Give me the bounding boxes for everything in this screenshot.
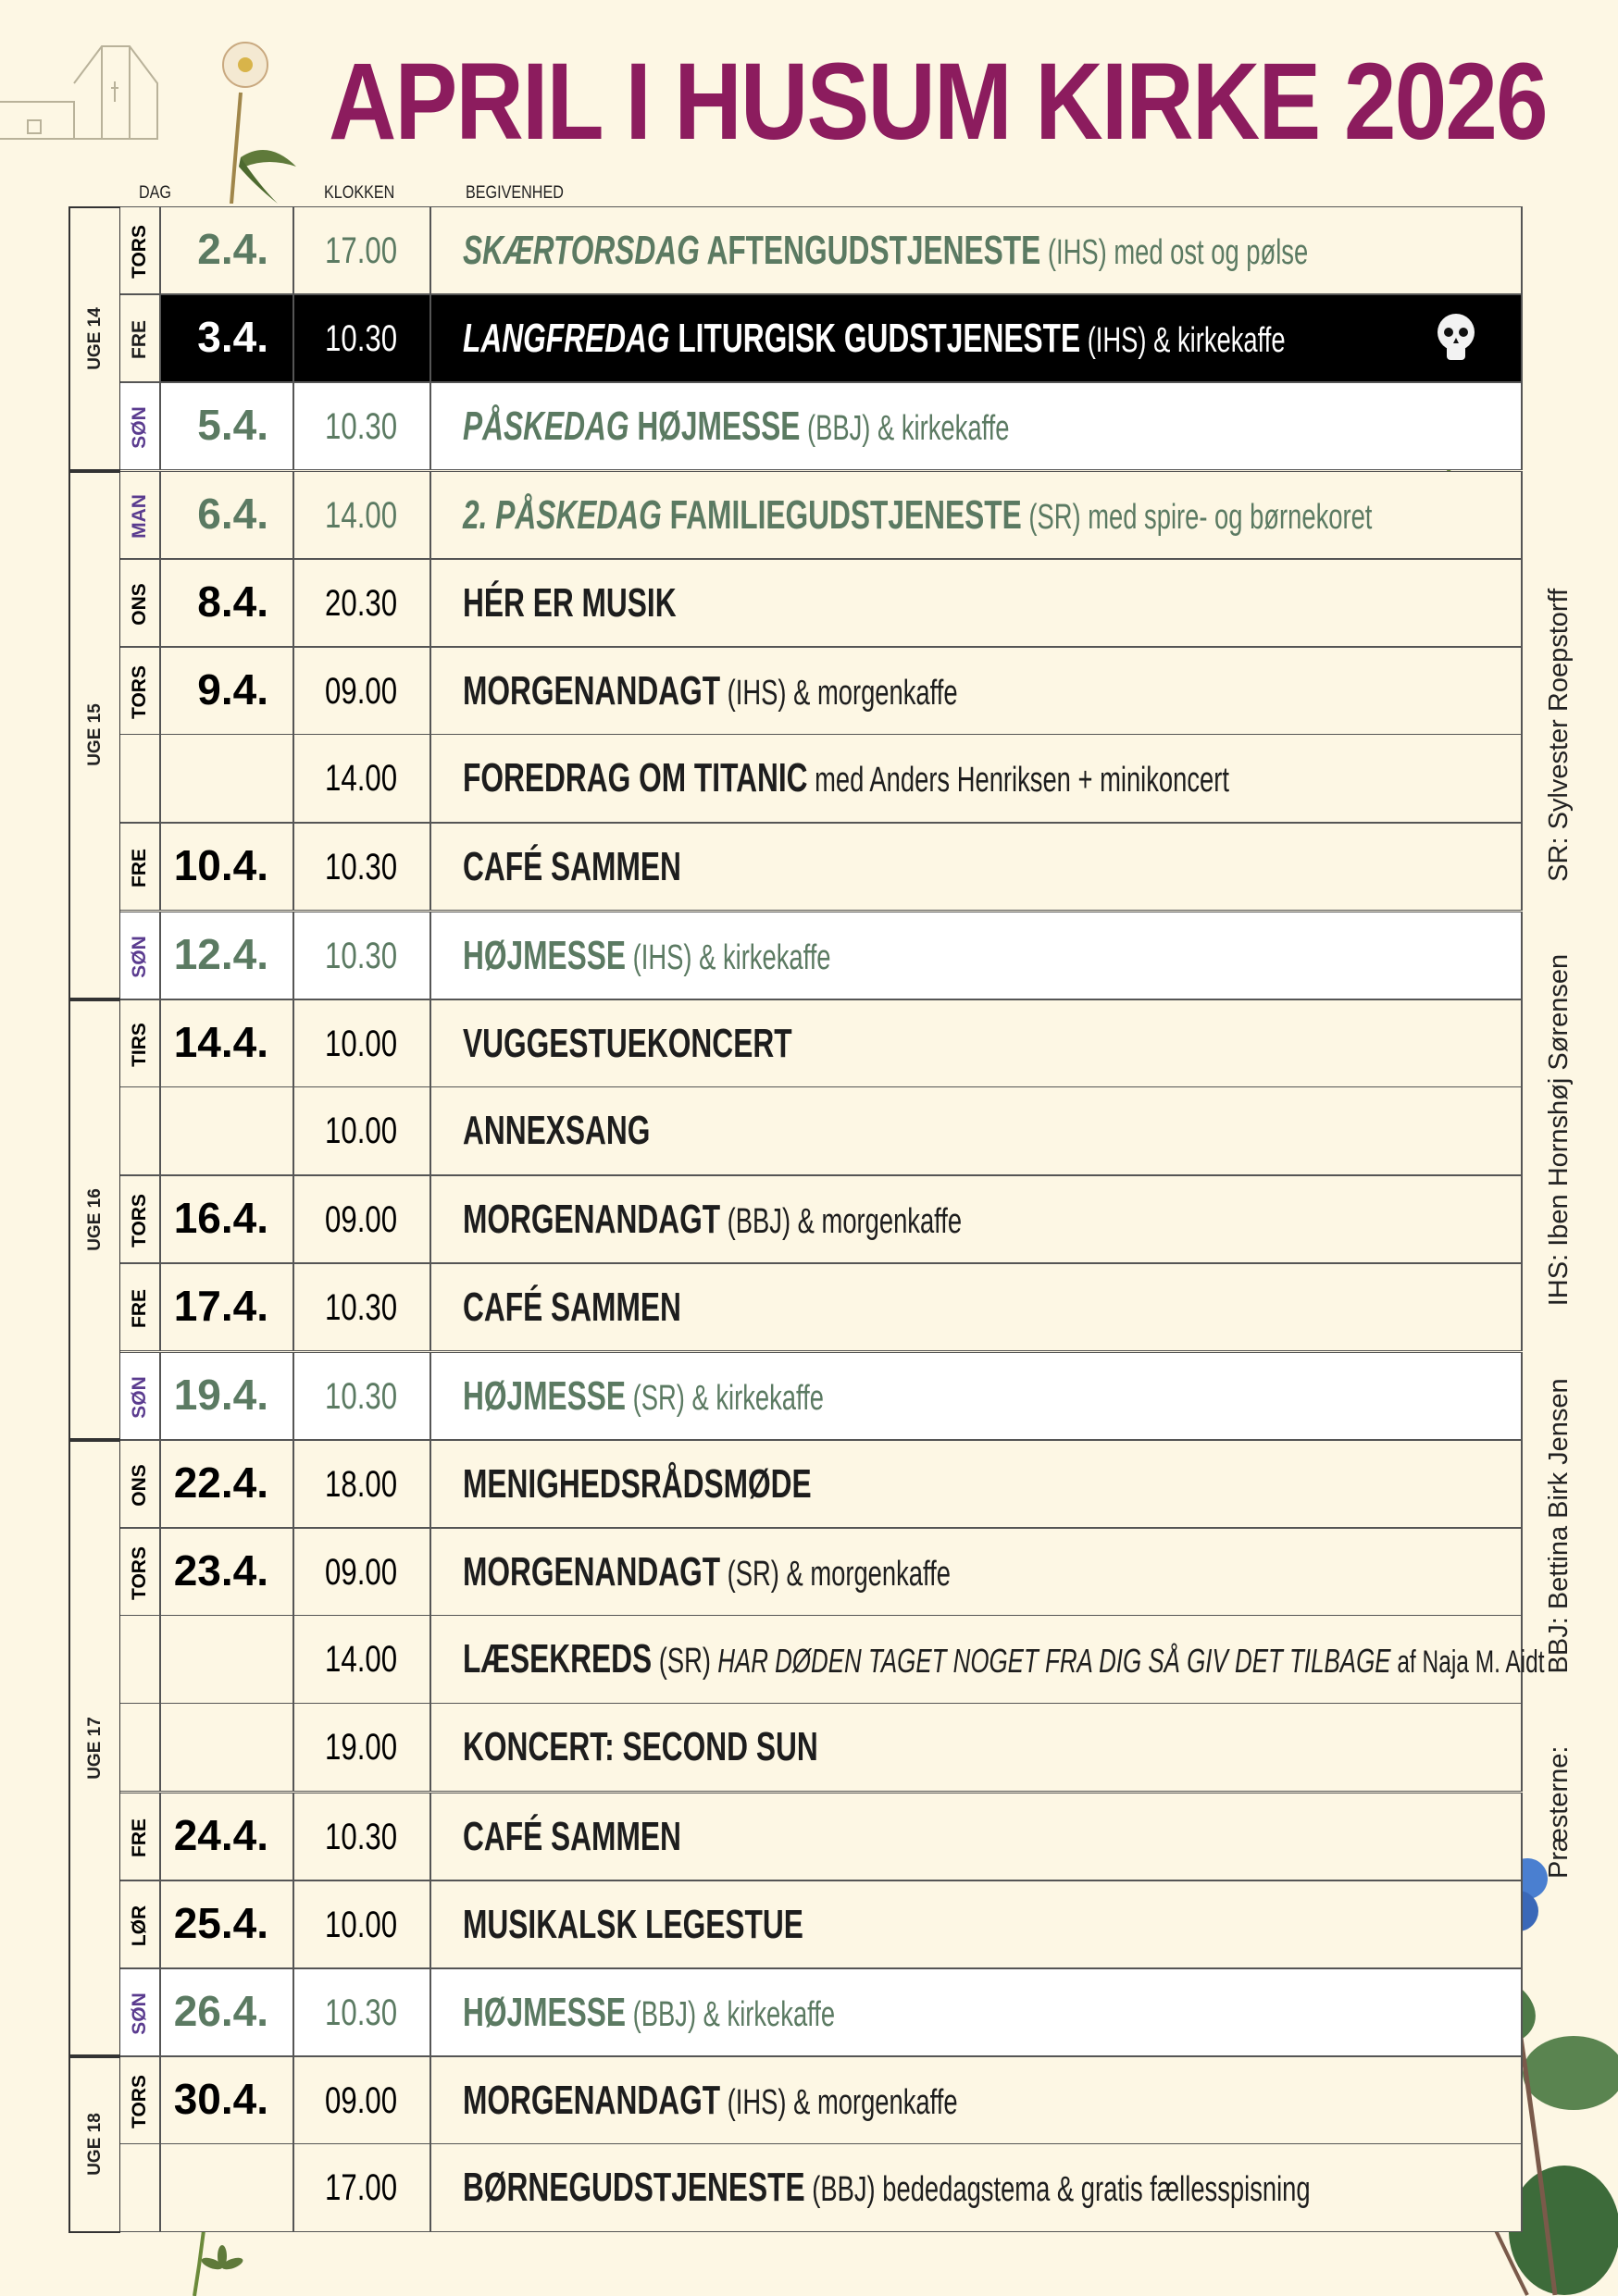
- event-text-t3: (BBJ): [800, 409, 871, 449]
- event-date: 14.4.: [173, 1017, 268, 1066]
- day-cell: [120, 1616, 161, 1703]
- event-description: [463, 483, 1372, 550]
- table-row: [120, 1440, 1523, 1528]
- day-label: SØN: [129, 406, 150, 450]
- table-row: [120, 1352, 1523, 1440]
- event-date: 26.4.: [173, 1987, 268, 2035]
- event-text-t2: LÆSEKREDS: [463, 1636, 653, 1682]
- event-text-t3: (IHS): [720, 2083, 787, 2123]
- day-cell: [120, 1087, 161, 1174]
- event-description: [463, 1805, 681, 1869]
- time-cell: [292, 1704, 431, 1791]
- event-text-t3: (SR): [720, 1555, 779, 1594]
- event-time: 10.30: [324, 1816, 398, 1857]
- event-description: [463, 1540, 951, 1607]
- event-text-t2: FAMILIEGUDSTJENESTE: [661, 491, 1022, 538]
- event-text-t2: CAFÉ SAMMEN: [463, 1813, 681, 1859]
- event-date: 25.4.: [173, 1898, 268, 1947]
- time-cell: [292, 1000, 431, 1086]
- event-text-t2: HÉR ER MUSIK: [463, 579, 677, 626]
- event-date: 17.4.: [173, 1282, 268, 1331]
- event-time: 19.00: [324, 1727, 398, 1769]
- event-time: 10.30: [324, 847, 398, 888]
- event-date: 19.4.: [173, 1370, 268, 1419]
- event-text-t1: PÅSKEDAG: [463, 403, 629, 450]
- week-label: UGE 18: [84, 2113, 105, 2177]
- day-label: SØN: [129, 935, 150, 978]
- event-text-t4: med ost og pølse: [1106, 233, 1309, 272]
- priest-sr: SR: Sylvester Roepstorff: [1544, 588, 1574, 882]
- event-time: 10.30: [324, 1992, 398, 2033]
- time-cell: [292, 1881, 431, 1967]
- date-cell: [159, 1264, 294, 1350]
- day-cell: [120, 1704, 161, 1791]
- time-cell: [292, 1353, 431, 1439]
- event-text-t2: HØJMESSE: [463, 1990, 627, 2035]
- week-label: UGE 16: [84, 1188, 105, 1251]
- day-label: TORS: [129, 1546, 150, 1600]
- event-text-t2: HØJMESSE: [463, 932, 627, 978]
- table-row: [120, 206, 1523, 294]
- table-row: [120, 823, 1523, 911]
- event-text-t3: (BBJ): [804, 2170, 876, 2210]
- date-cell: [159, 1881, 294, 1967]
- event-text-t4: bededagstema & gratis fællesspisning: [875, 2170, 1311, 2210]
- week-block: [68, 2056, 120, 2232]
- date-cell: [159, 472, 294, 558]
- date-cell: [159, 2144, 294, 2231]
- table-row: [120, 2144, 1523, 2232]
- event-text-t3: (BBJ): [720, 1202, 791, 1242]
- date-cell: [159, 1176, 294, 1262]
- date-cell: [159, 1441, 294, 1527]
- event-text-t2: HØJMESSE: [629, 403, 801, 450]
- time-cell: [292, 472, 431, 558]
- day-cell: [120, 1264, 161, 1350]
- event-time: 17.00: [324, 2167, 398, 2209]
- date-cell: [159, 383, 294, 469]
- event-text-t3: (IHS): [626, 937, 692, 977]
- skull-icon: [1433, 310, 1479, 366]
- event-time: 14.00: [324, 758, 398, 800]
- event-description: [463, 659, 958, 726]
- event-text-t3: (BBJ): [626, 1995, 697, 2034]
- event-time: 09.00: [324, 1199, 398, 1241]
- table-row: [120, 1087, 1523, 1175]
- event-date: 10.4.: [173, 841, 268, 890]
- time-cell: [292, 648, 431, 734]
- event-date: 2.4.: [197, 225, 268, 273]
- event-text-t2: MORGENANDAGT: [463, 2078, 721, 2124]
- event-description: [463, 1098, 650, 1163]
- date-cell: [159, 648, 294, 734]
- event-text-t2: LITURGISK GUDSTJENESTE: [669, 316, 1081, 362]
- date-cell: [159, 1087, 294, 1174]
- event-text-t3: (SR): [626, 1378, 685, 1418]
- event-date: 8.4.: [197, 577, 268, 626]
- event-text-t2: MORGENANDAGT: [463, 1197, 721, 1243]
- table-row: [120, 912, 1523, 999]
- event-description: [463, 1011, 792, 1076]
- event-text-t2: MENIGHEDSRÅDSMØDE: [463, 1460, 812, 1507]
- event-text-t5: HAR DØDEN TAGET NOGET FRA DIG SÅ GIV DET TILBAGE: [711, 1642, 1391, 1681]
- week-label: UGE 15: [84, 703, 105, 766]
- event-description: [463, 1980, 835, 2047]
- event-text-t2: HØJMESSE: [463, 1372, 627, 1419]
- day-label: FRE: [129, 849, 150, 888]
- priest-bbj: BBJ: Bettina Birk Jensen: [1544, 1378, 1574, 1674]
- event-text-t4: & morgenkaffe: [790, 1202, 963, 1242]
- day-cell: [120, 1353, 161, 1439]
- event-time: 20.30: [324, 582, 398, 624]
- event-date: 23.4.: [173, 1546, 268, 1595]
- date-cell: [159, 295, 294, 381]
- event-text-t3: (SR): [1021, 497, 1081, 537]
- event-text-t1: LANGFREDAG: [463, 316, 670, 362]
- hellebore-flower-icon: [204, 37, 305, 204]
- day-cell: [120, 2144, 161, 2231]
- column-header-day: DAG: [139, 183, 172, 203]
- event-time: 09.00: [324, 2080, 398, 2122]
- event-time: 10.00: [324, 1023, 398, 1064]
- column-header-event: BEGIVENHED: [466, 183, 564, 203]
- time-cell: [292, 1264, 431, 1350]
- table-row: [120, 1968, 1523, 2056]
- table-row: [120, 647, 1523, 735]
- time-cell: [292, 1616, 431, 1703]
- event-date: 16.4.: [173, 1194, 268, 1243]
- day-cell: [120, 1793, 161, 1880]
- day-label: ONS: [129, 1464, 150, 1507]
- event-text-t4: & kirkekaffe: [870, 409, 1010, 449]
- day-cell: [120, 1441, 161, 1527]
- column-header-time: KLOKKEN: [324, 183, 395, 203]
- day-label: TORS: [129, 2075, 150, 2129]
- table-row: [120, 1528, 1523, 1616]
- event-description: [463, 1715, 818, 1780]
- time-cell: [292, 560, 431, 646]
- time-cell: [292, 295, 431, 381]
- day-cell: [120, 207, 161, 293]
- day-cell: [120, 1000, 161, 1086]
- day-label: ONS: [129, 583, 150, 626]
- time-cell: [292, 2144, 431, 2231]
- event-text-t4: & kirkekaffe: [691, 937, 831, 977]
- day-cell: [120, 1969, 161, 2055]
- event-text-t1: SKÆRTORSDAG: [463, 228, 700, 273]
- page-title: APRIL I HUSUM KIRKE 2026: [329, 41, 1547, 163]
- event-text-t3: (SR): [652, 1642, 712, 1682]
- day-cell: [120, 1176, 161, 1262]
- event-text-t2: MORGENANDAGT: [463, 668, 721, 714]
- event-text-t4: med spire- og børnekoret: [1080, 497, 1373, 537]
- event-date: 5.4.: [197, 401, 268, 450]
- event-text-t2: FOREDRAG OM TITANIC: [463, 755, 808, 801]
- week-block: [68, 999, 120, 1440]
- time-cell: [292, 2057, 431, 2143]
- date-cell: [159, 1704, 294, 1791]
- table-row: [120, 2056, 1523, 2144]
- day-label: TORS: [129, 1194, 150, 1248]
- day-label: FRE: [129, 320, 150, 360]
- event-time: 18.00: [324, 1463, 398, 1505]
- event-description: [463, 1364, 824, 1431]
- priests-label: Præsterne:: [1544, 1745, 1574, 1879]
- event-date: 22.4.: [173, 1458, 268, 1507]
- event-description: [463, 1893, 803, 1957]
- event-time: 10.30: [324, 935, 398, 976]
- event-time: 10.30: [324, 1287, 398, 1329]
- day-label: TORS: [129, 665, 150, 719]
- date-cell: [159, 1529, 294, 1615]
- table-row: [120, 1704, 1523, 1792]
- event-text-t1: 2. PÅSKEDAG: [463, 491, 662, 538]
- time-cell: [292, 1087, 431, 1174]
- event-description: [463, 924, 831, 990]
- day-cell: [120, 295, 161, 381]
- day-cell: [120, 383, 161, 469]
- event-date: 24.4.: [173, 1810, 268, 1859]
- event-text-t3: (IHS): [1080, 321, 1147, 361]
- event-text-t2: BØRNEGUDSTJENESTE: [463, 2165, 805, 2211]
- time-cell: [292, 824, 431, 910]
- event-text-t2: VUGGESTUEKONCERT: [463, 1020, 792, 1066]
- event-text-t4: & kirkekaffe: [696, 1995, 836, 2034]
- time-cell: [292, 735, 431, 822]
- event-description: [463, 835, 681, 900]
- event-description: [463, 2068, 958, 2135]
- time-cell: [292, 912, 431, 999]
- week-block: [68, 1440, 120, 2056]
- time-cell: [292, 207, 431, 293]
- date-cell: [159, 912, 294, 999]
- event-description: [463, 1627, 1545, 1694]
- event-text-t4: med Anders Henriksen + minikoncert: [807, 761, 1229, 800]
- event-date: 30.4.: [173, 2075, 268, 2124]
- event-time: 09.00: [324, 1552, 398, 1593]
- table-row: [120, 1793, 1523, 1880]
- day-cell: [120, 735, 161, 822]
- church-drawing-icon: [0, 37, 171, 148]
- date-cell: [159, 1969, 294, 2055]
- event-date: 6.4.: [197, 489, 268, 538]
- event-description: [463, 571, 677, 636]
- event-text-t2: AFTENGUDSTJENESTE: [699, 228, 1041, 273]
- day-cell: [120, 2057, 161, 2143]
- event-text-t2: KONCERT: SECOND SUN: [463, 1724, 818, 1770]
- event-time: 17.00: [324, 230, 398, 271]
- event-text-t4: & kirkekaffe: [1146, 321, 1286, 361]
- week-label: UGE 14: [84, 307, 105, 370]
- event-text-t4: & morgenkaffe: [778, 1555, 951, 1594]
- week-block: [68, 206, 120, 471]
- week-label: UGE 17: [84, 1717, 105, 1780]
- priest-ihs: IHS: Iben Hornshøj Sørensen: [1544, 953, 1574, 1307]
- day-cell: [120, 472, 161, 558]
- date-cell: [159, 1793, 294, 1880]
- event-time: 10.30: [324, 1375, 398, 1417]
- event-text-t3: (IHS): [1040, 233, 1107, 272]
- event-date: 3.4.: [197, 313, 268, 362]
- event-date: 9.4.: [197, 665, 268, 714]
- event-time: 14.00: [324, 1639, 398, 1681]
- event-time: 14.00: [324, 494, 398, 536]
- time-cell: [292, 1969, 431, 2055]
- day-cell: [120, 912, 161, 999]
- event-text-t4: & morgenkaffe: [786, 2083, 958, 2123]
- schedule-table: [68, 206, 1545, 2211]
- event-text-t2: ANNEXSANG: [463, 1108, 651, 1153]
- day-cell: [120, 648, 161, 734]
- event-text-t2: CAFÉ SAMMEN: [463, 1285, 681, 1331]
- date-cell: [159, 735, 294, 822]
- day-label: TORS: [129, 225, 150, 279]
- event-time: 10.30: [324, 318, 398, 360]
- table-row: [120, 382, 1523, 470]
- table-row: [120, 1263, 1523, 1351]
- day-label: MAN: [129, 493, 150, 539]
- date-cell: [159, 1616, 294, 1703]
- day-label: FRE: [129, 1289, 150, 1329]
- day-label: LØR: [129, 1905, 150, 1946]
- date-cell: [159, 1000, 294, 1086]
- day-label: FRE: [129, 1818, 150, 1857]
- day-cell: [120, 1881, 161, 1967]
- event-time: 10.30: [324, 406, 398, 448]
- day-cell: [120, 560, 161, 646]
- time-cell: [292, 383, 431, 469]
- week-block: [68, 471, 120, 999]
- day-cell: [120, 1529, 161, 1615]
- time-cell: [292, 1793, 431, 1880]
- event-text-t2: MORGENANDAGT: [463, 1549, 721, 1595]
- date-cell: [159, 824, 294, 910]
- event-time: 10.00: [324, 1904, 398, 1945]
- priests-legend: [1544, 524, 1574, 1879]
- date-cell: [159, 1353, 294, 1439]
- event-description: [463, 1452, 812, 1517]
- time-cell: [292, 1441, 431, 1527]
- time-cell: [292, 1529, 431, 1615]
- event-description: [463, 1275, 681, 1340]
- table-row: [120, 1175, 1523, 1263]
- table-row: [120, 999, 1523, 1087]
- event-description: [463, 394, 1009, 461]
- table-row: [120, 294, 1523, 382]
- event-description: [463, 1187, 962, 1254]
- day-label: TIRS: [129, 1022, 150, 1067]
- event-time: 10.00: [324, 1111, 398, 1151]
- table-row: [120, 1880, 1523, 1968]
- date-cell: [159, 560, 294, 646]
- date-cell: [159, 207, 294, 293]
- day-label: SØN: [129, 1992, 150, 2035]
- day-cell: [120, 824, 161, 910]
- event-text-t2: CAFÉ SAMMEN: [463, 844, 681, 890]
- event-description: [463, 306, 1286, 373]
- event-description: [463, 2155, 1311, 2222]
- date-cell: [159, 2057, 294, 2143]
- event-text-t2: MUSIKALSK LEGESTUE: [463, 1901, 803, 1947]
- time-cell: [292, 1176, 431, 1262]
- table-row: [120, 1616, 1545, 1704]
- event-time: 09.00: [324, 671, 398, 712]
- event-description: [463, 218, 1308, 285]
- table-row: [120, 735, 1523, 823]
- event-text-t3: (IHS): [720, 674, 787, 713]
- event-description: [463, 746, 1229, 813]
- event-text-t4: & kirkekaffe: [684, 1378, 824, 1418]
- table-row: [120, 471, 1523, 559]
- table-row: [120, 559, 1523, 647]
- day-label: SØN: [129, 1375, 150, 1419]
- event-text-t6: af Naja M. Aidt: [1390, 1644, 1545, 1681]
- event-date: 12.4.: [173, 929, 268, 978]
- event-text-t4: & morgenkaffe: [786, 674, 958, 713]
